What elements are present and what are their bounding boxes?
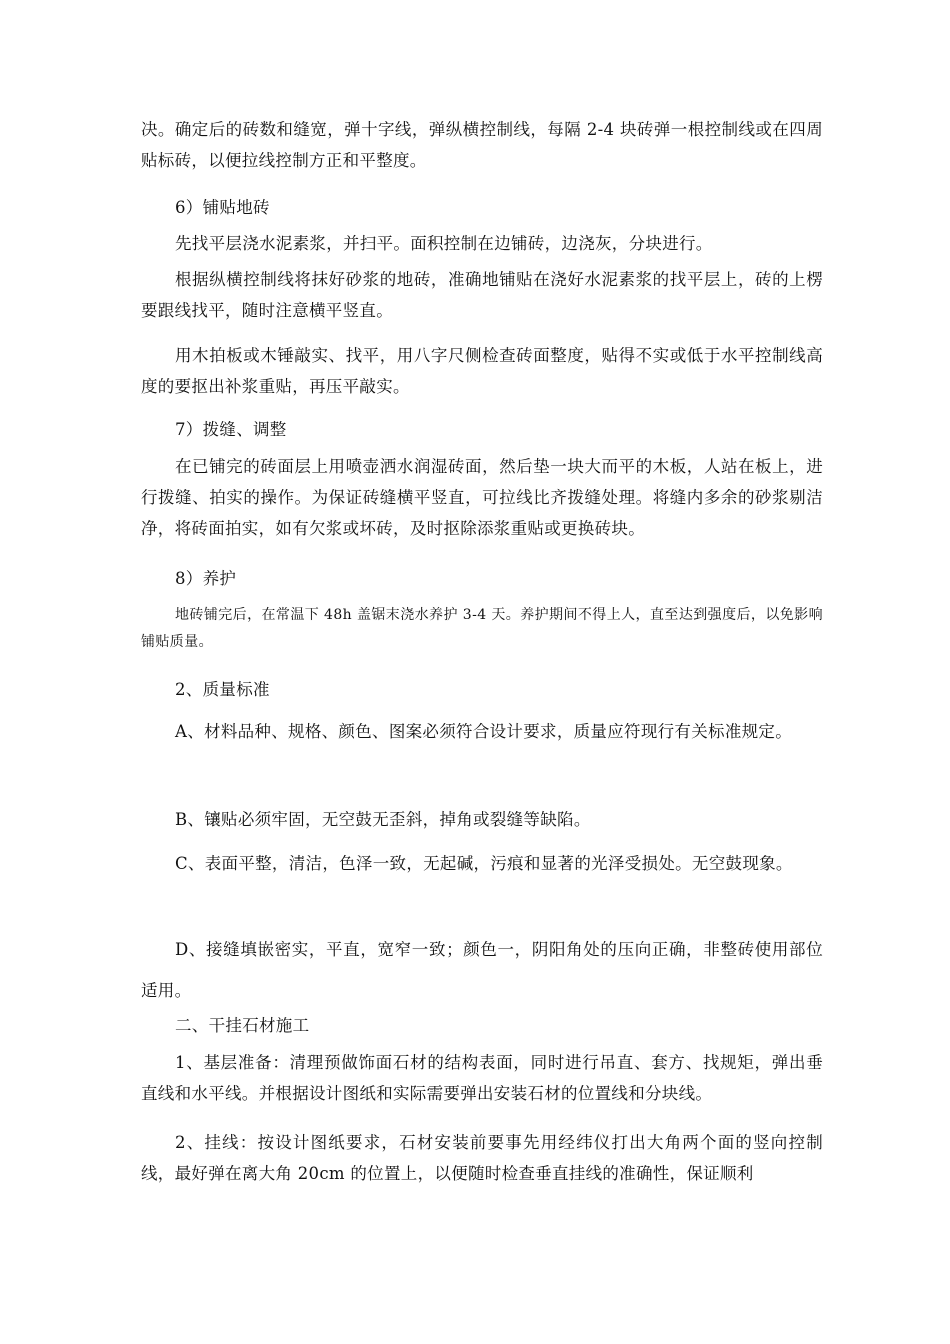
paragraph-continued-text: 决。确定后的砖数和缝宽，弹十字线，弹纵横控制线，每隔 2-4 块砖弹一根控制线或在四周贴标砖，以便拉线控制方正和平整度。 xyxy=(141,120,823,170)
heading-curing: 8）养护 xyxy=(175,569,237,588)
paragraph-tamping: 用木拍板或木锤敲实、找平，用八字尺侧检查砖面整度，贴得不实或低于水平控制线高度的要抠出补浆重贴，再压平敲实。 xyxy=(141,346,823,396)
paragraph-standard-c: C、表面平整，清洁，色泽一致，无起碱，污痕和显著的光泽受损处。无空鼓现象。 xyxy=(175,854,793,873)
paragraph-curing: 地砖铺完后，在常温下 48h 盖锯末浇水养护 3-4 天。养护期间不得上人，直至达到强度后，以免影响铺贴质量。 xyxy=(141,607,823,650)
heading-joint-adjust: 7）拨缝、调整 xyxy=(175,420,287,439)
paragraph-leveling: 先找平层浇水泥素浆，并扫平。面积控制在边铺砖，边浇灰，分块进行。 xyxy=(175,234,713,253)
paragraph-standard-a: A、材料品种、规格、颜色、图案必须符合设计要求，质量应符现行有关标准规定。 xyxy=(175,722,793,741)
paragraph-joint-adjust: 在已铺完的砖面层上用喷壶洒水润湿砖面，然后垫一块大而平的木板，人站在板上，进行拨缝、拍实的操作。为保证砖缝横平竖直，可拉线比齐拨缝处理。将缝内多余的砂浆剔洁净，将砖面拍实，如有欠浆或坏砖，及时抠除添浆重贴或更换砖块。 xyxy=(141,457,823,538)
paragraph-standard-b: B、镶贴必须牢固，无空鼓无歪斜，掉角或裂缝等缺陷。 xyxy=(175,810,591,829)
paragraph-laying: 根据纵横控制线将抹好砂浆的地砖，准确地铺贴在浇好水泥素浆的找平层上，砖的上楞要跟线找平，随时注意横平竖直。 xyxy=(141,270,823,320)
heading-quality-standard: 2、质量标准 xyxy=(175,680,270,699)
heading-lay-floor-tiles: 6）铺贴地砖 xyxy=(175,198,270,217)
heading-dry-hang-stone: 二、干挂石材施工 xyxy=(175,1016,310,1035)
paragraph-base-prep: 1、基层准备：清理预做饰面石材的结构表面，同时进行吊直、套方、找规矩，弹出垂直线和水平线。并根据设计图纸和实际需要弹出安装石材的位置线和分块线。 xyxy=(141,1053,823,1103)
paragraph-hang-line: 2、挂线：按设计图纸要求，石材安装前要事先用经纬仪打出大角两个面的竖向控制线，最好弹在离大角 20cm 的位置上，以便随时检查垂直挂线的准确性，保证顺利 xyxy=(141,1133,823,1183)
paragraph-standard-d: D、接缝填嵌密实，平直，宽窄一致；颜色一，阴阳角处的压向正确，非整砖使用部位适用。 xyxy=(141,940,823,1000)
